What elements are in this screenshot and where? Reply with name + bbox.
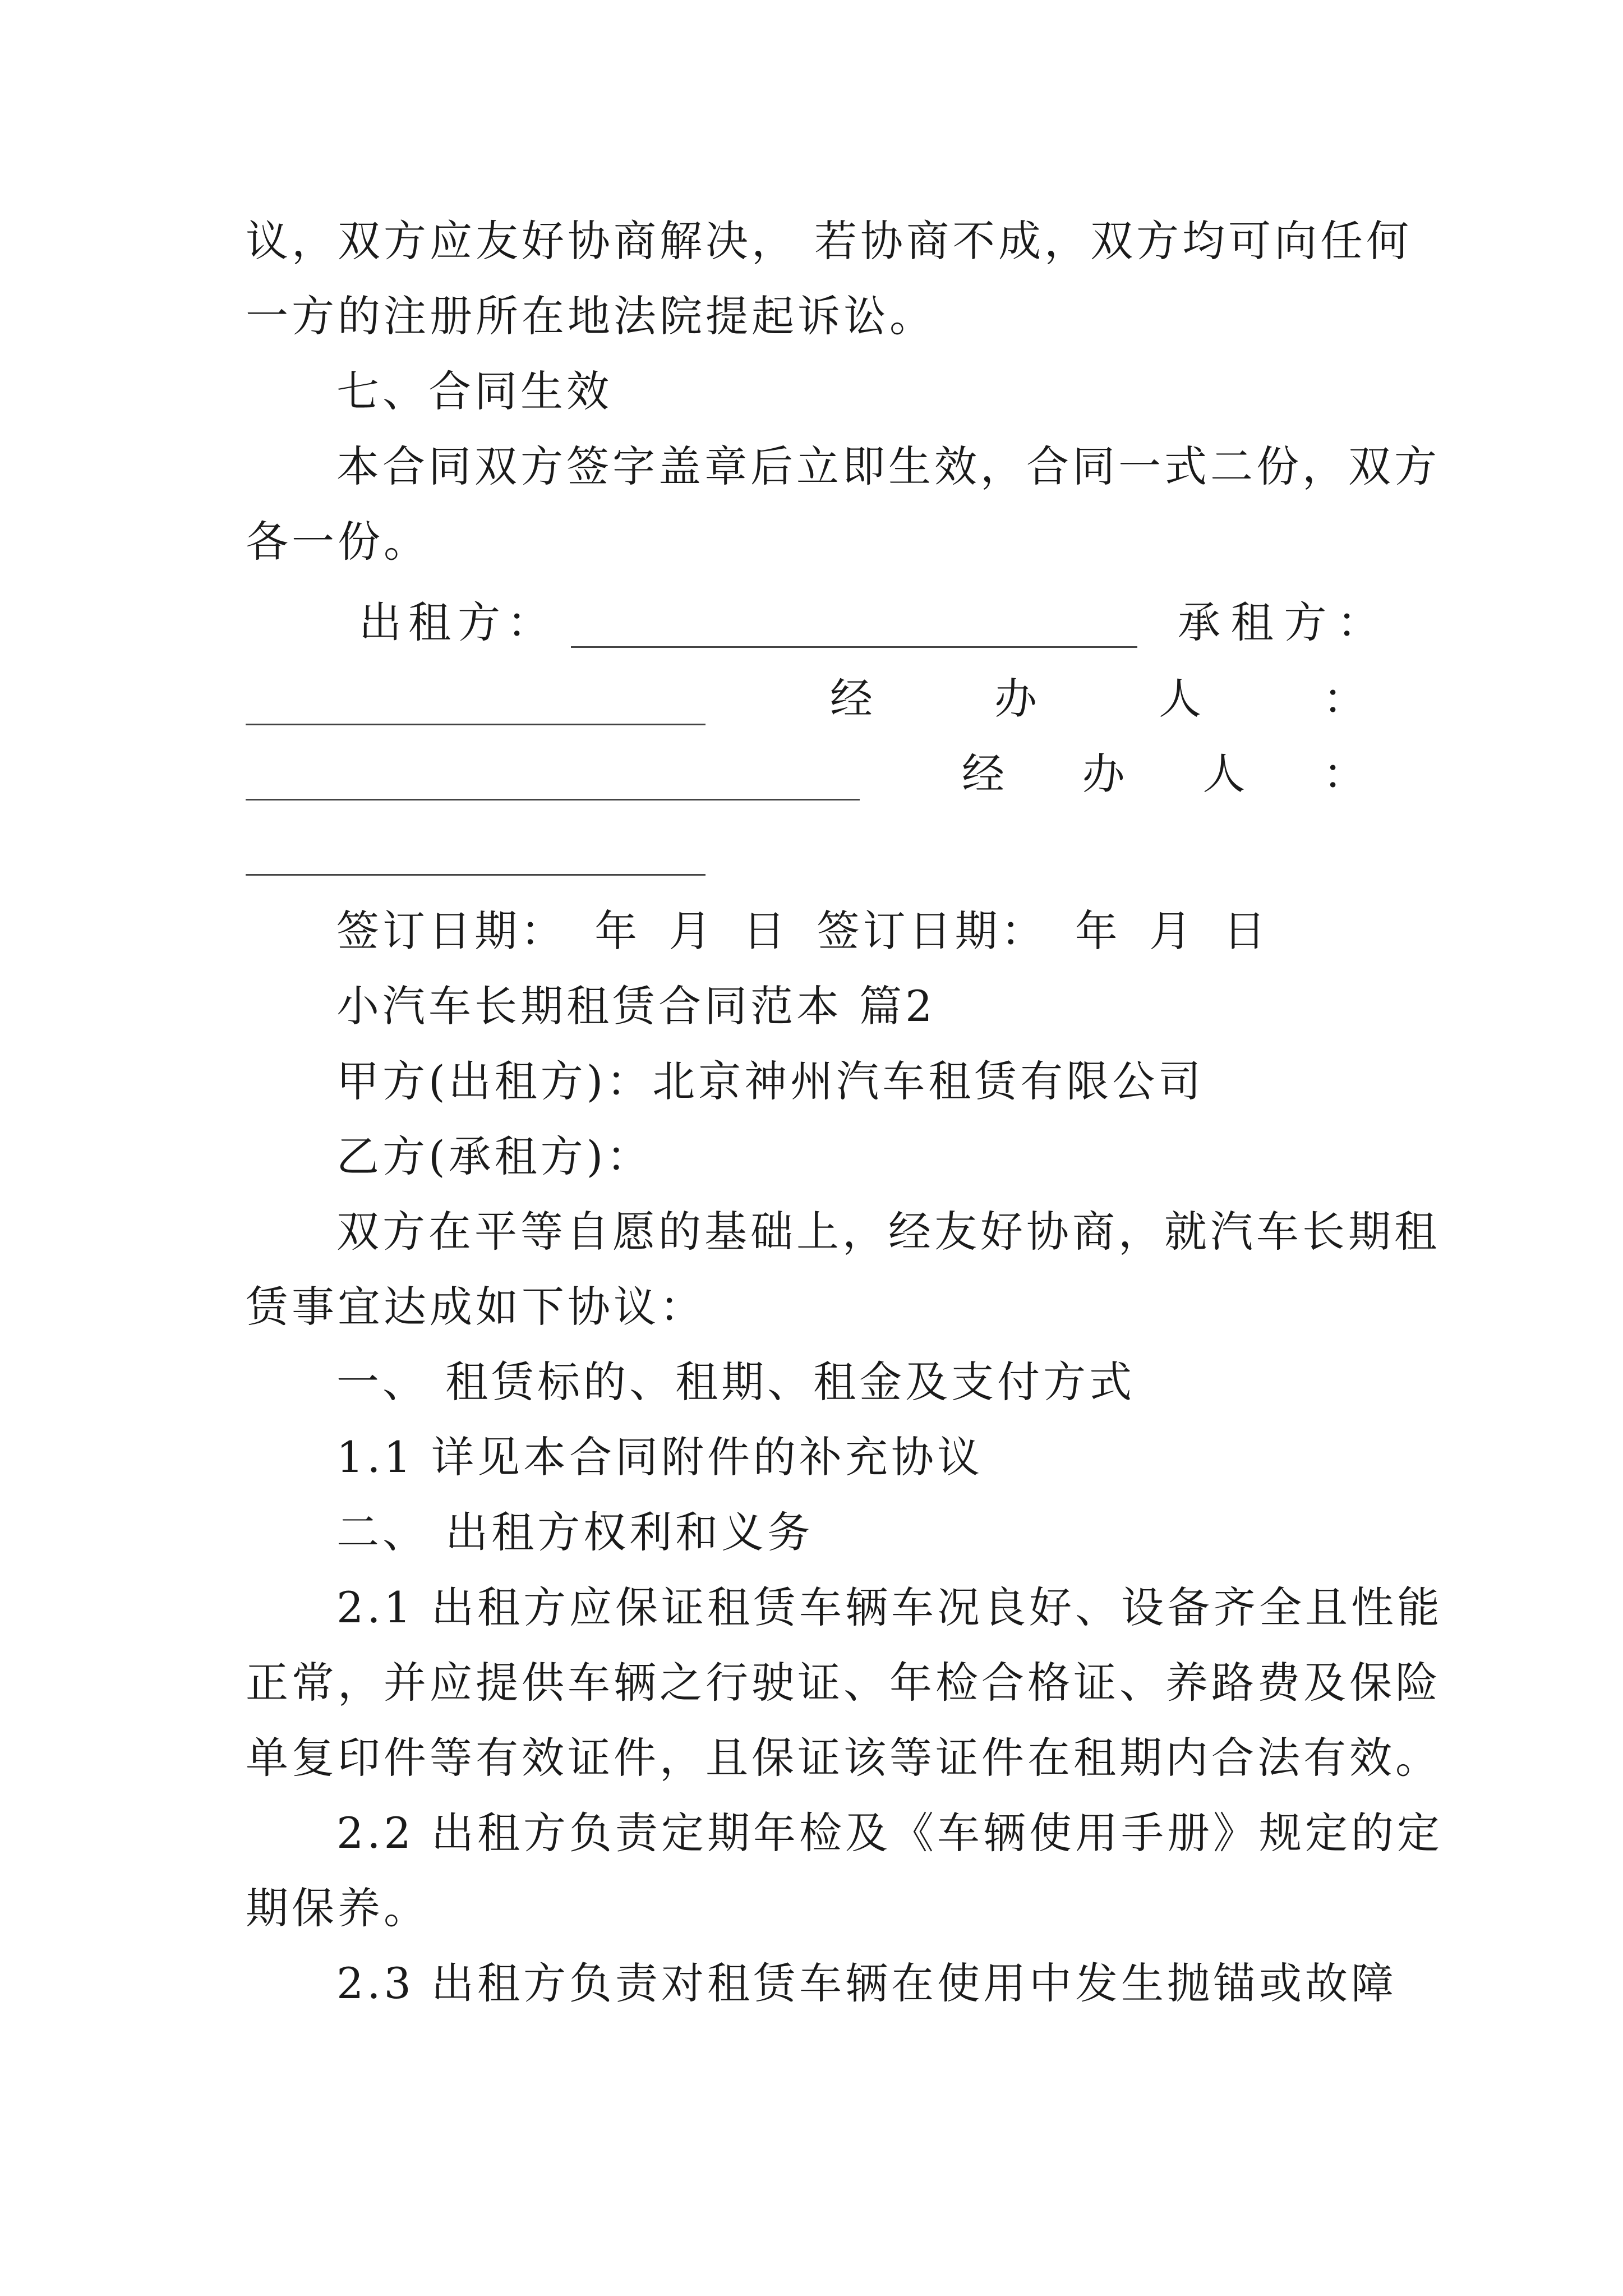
lessee-label: 承租方： (1178, 597, 1380, 647)
paragraph-line: 双方在平等自愿的基础上，经友好协商，就汽车长期租 (336, 1207, 1440, 1257)
lessor-signature-line (571, 646, 1137, 648)
paragraph-line: 赁事宜达成如下协议： (246, 1282, 706, 1332)
clause-line: 期保养。 (246, 1883, 430, 1933)
paragraph-line: 议，双方应友好协商解决， 若协商不成，双方均可向任何 (246, 216, 1413, 266)
agent-label-2: 经办人： (962, 749, 1366, 799)
paragraph-line: 本合同双方签字盖章后立即生效，合同一式二份，双方 (336, 441, 1440, 491)
paragraph-line: 各一份。 (246, 517, 430, 567)
clause-line: 2.3 出租方负责对租赁车辆在使用中发生抛锚或故障 (336, 1958, 1398, 2008)
agent-signature-line-2 (246, 874, 706, 876)
clause-line: 1.1 详见本合同附件的补充协议 (336, 1432, 984, 1482)
clause-line: 正常，并应提供车辆之行驶证、年检合格证、养路费及保险 (246, 1658, 1441, 1708)
sign-date-line: 签订日期： 年 月 日 签订日期： 年 月 日 (336, 906, 1270, 956)
party-a: 甲方(出租方)：北京神州汽车租赁有限公司 (336, 1056, 1205, 1106)
paragraph-line: 一方的注册所在地法院提起诉讼。 (246, 291, 935, 341)
section-heading: 二、 出租方权利和义务 (336, 1507, 814, 1557)
clause-line: 单复印件等有效证件，且保证该等证件在租期内合法有效。 (246, 1733, 1441, 1783)
agent-signature-line-1 (246, 799, 860, 800)
section-heading: 七、合同生效 (336, 366, 612, 416)
contract-title: 小汽车长期租赁合同范本 篇2 (336, 981, 936, 1031)
lessee-signature-line (246, 724, 706, 725)
clause-line: 2.1 出租方应保证租赁车辆车况良好、设备齐全且性能 (336, 1582, 1444, 1632)
section-heading: 一、 租赁标的、租期、租金及支付方式 (336, 1357, 1136, 1407)
clause-line: 2.2 出租方负责定期年检及《车辆使用手册》规定的定 (336, 1808, 1444, 1858)
lessor-label: 出租方： (359, 597, 550, 647)
party-b: 乙方(承租方)： (336, 1131, 653, 1181)
agent-label-1: 经办人： (830, 674, 1366, 724)
